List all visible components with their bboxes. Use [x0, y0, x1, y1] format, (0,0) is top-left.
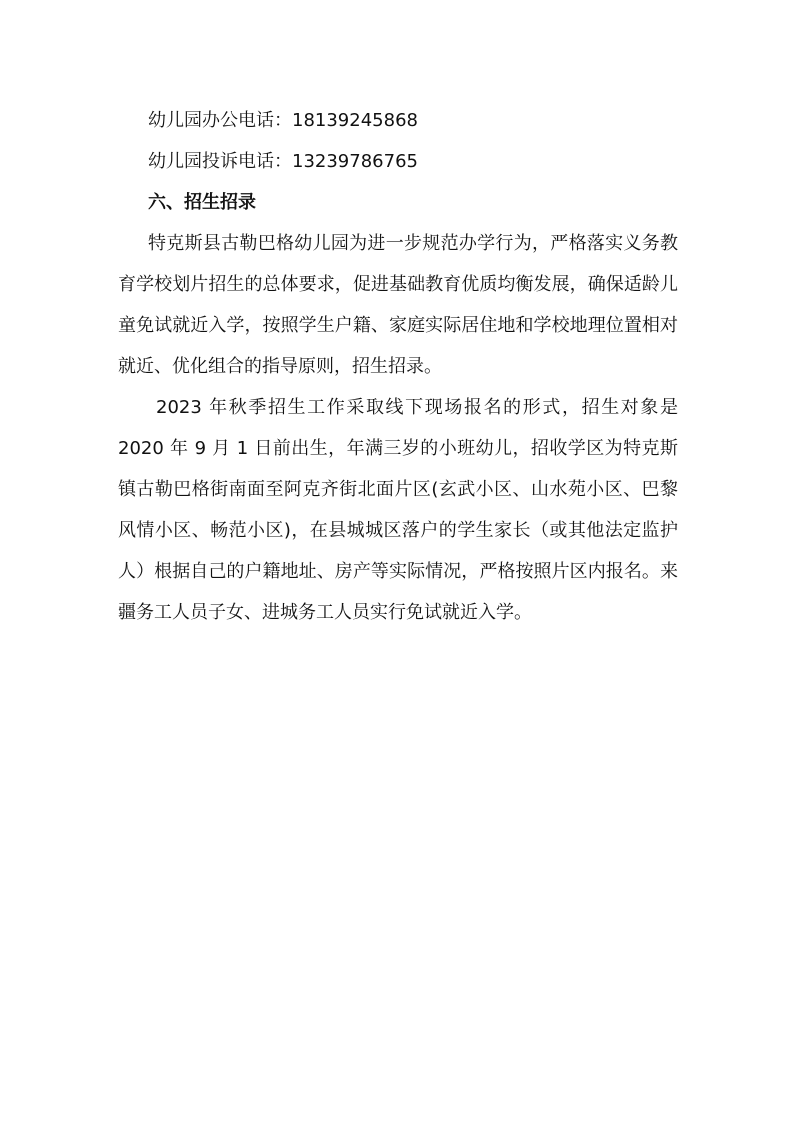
document-body [118, 100, 678, 633]
section-heading: 六、招生招录 [148, 192, 256, 213]
paragraph-admission-policy: 特克斯县古勒巴格幼儿园为进一步规范办学行为，严格落实义务教育学校划片招生的总体要求，促进基础教育优质均衡发展，确保适龄儿童免试就近入学，按照学生户籍、家庭实际居住地和学校地理位置相对就近、优化组合的指导原则，招生招录。 [118, 233, 678, 377]
complaint-phone-line: 幼儿园投诉电话：13239786765 [148, 151, 418, 172]
paragraph-enrollment-details: 2023 年秋季招生工作采取线下现场报名的形式，招生对象是 2020 年 9 月 1 日前出生，年满三岁的小班幼儿，招收学区为特克斯镇古勒巴格街南面至阿克齐街北面片区(玄武小区、山水苑小区、巴黎风情小区、畅范小区)，在县城城区落户的学生家长（或其他法定监护人）根据自己的户籍地址、房产等实际情况，严格按照片区内报名。来疆务工人员子女、进城务工人员实行免试就近入学。 [118, 397, 678, 623]
office-phone-line: 幼儿园办公电话：18139245868 [148, 110, 418, 131]
